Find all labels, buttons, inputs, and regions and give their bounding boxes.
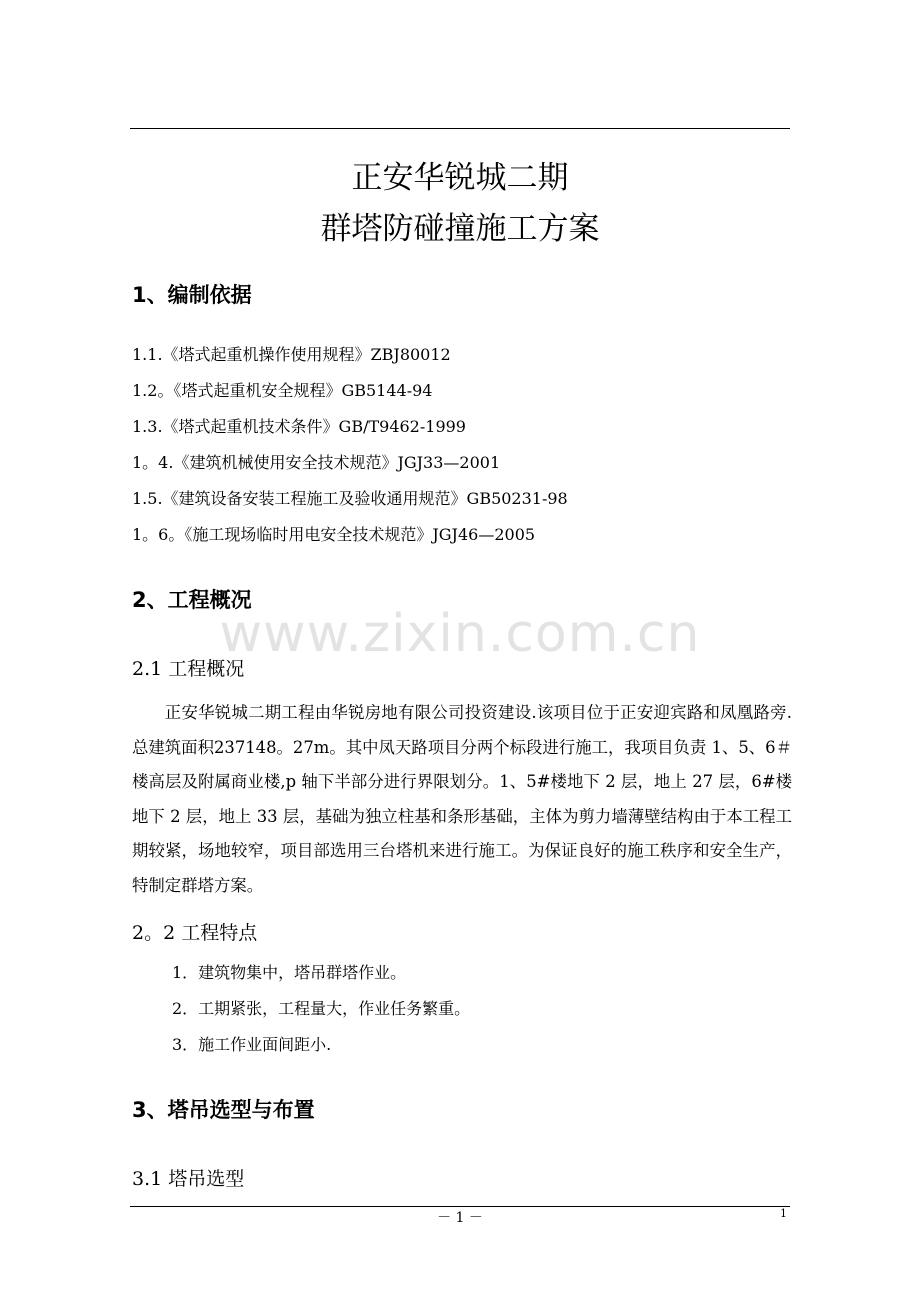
- subsection-heading-features: 2。2 工程特点: [132, 922, 258, 944]
- watermark: www.zixin.com.cn: [219, 604, 701, 664]
- feature-item: 1．建筑物集中，塔吊群塔作业。: [172, 963, 407, 982]
- subsection-heading-crane-type: 3.1 塔吊选型: [132, 1168, 245, 1190]
- section-heading-crane-selection: 3、塔吊选型与布置: [132, 1098, 315, 1122]
- header-rule: [130, 128, 790, 129]
- reference-list: [132, 344, 568, 560]
- reference-item: 1.3.《塔式起重机技术条件》GB/T9462-1999: [132, 417, 466, 436]
- section-heading-overview: 2、工程概况: [132, 588, 252, 612]
- page-number: － 1 －: [437, 1210, 483, 1226]
- subsection-heading-overview: 2.1 工程概况: [132, 658, 245, 680]
- footer-rule: [130, 1206, 790, 1207]
- reference-item: 1。4.《建筑机械使用安全技术规范》JGJ33—2001: [132, 453, 501, 472]
- reference-item: 1.2。《塔式起重机安全规程》GB5144-94: [132, 381, 433, 400]
- document-title-line1: 正安华锐城二期: [351, 160, 569, 196]
- reference-item: 1.5.《建筑设备安装工程施工及验收通用规范》GB50231-98: [132, 489, 568, 508]
- reference-item: 1。6。《施工现场临时用电安全技术规范》JGJ46—2005: [132, 525, 536, 544]
- document-title-line2: 群塔防碰撞施工方案: [320, 211, 600, 247]
- feature-item: 2．工期紧张，工程量大，作业任务繁重。: [172, 999, 471, 1018]
- feature-item: 3．施工作业面间距小.: [172, 1035, 332, 1054]
- overview-paragraph: 正安华锐城二期工程由华锐房地有限公司投资建设.该项目位于正安迎宾路和凤凰路旁.总建筑面积237148。27m。其中凤天路项目分两个标段进行施工，我项目负责 1、5、6＃楼高层及附属商业楼,p 轴下半部分进行界限划分。1、5#楼地下 2 层，地上 27 层，6#楼地下 2 层，地上 33 层，基础为独立柱基和条形基础，主体为剪力墙薄壁结构由于本工程工期较紧，场地较窄，项目部选用三台塔机来进行施工。为保证良好的施工秩序和安全生产，特制定群塔方案。: [132, 703, 792, 895]
- section-heading-basis: 1、编制依据: [132, 283, 252, 307]
- corner-page-number: 1: [780, 1207, 787, 1220]
- reference-item: 1.1.《塔式起重机操作使用规程》ZBJ80012: [132, 345, 451, 364]
- feature-list: [172, 962, 470, 1070]
